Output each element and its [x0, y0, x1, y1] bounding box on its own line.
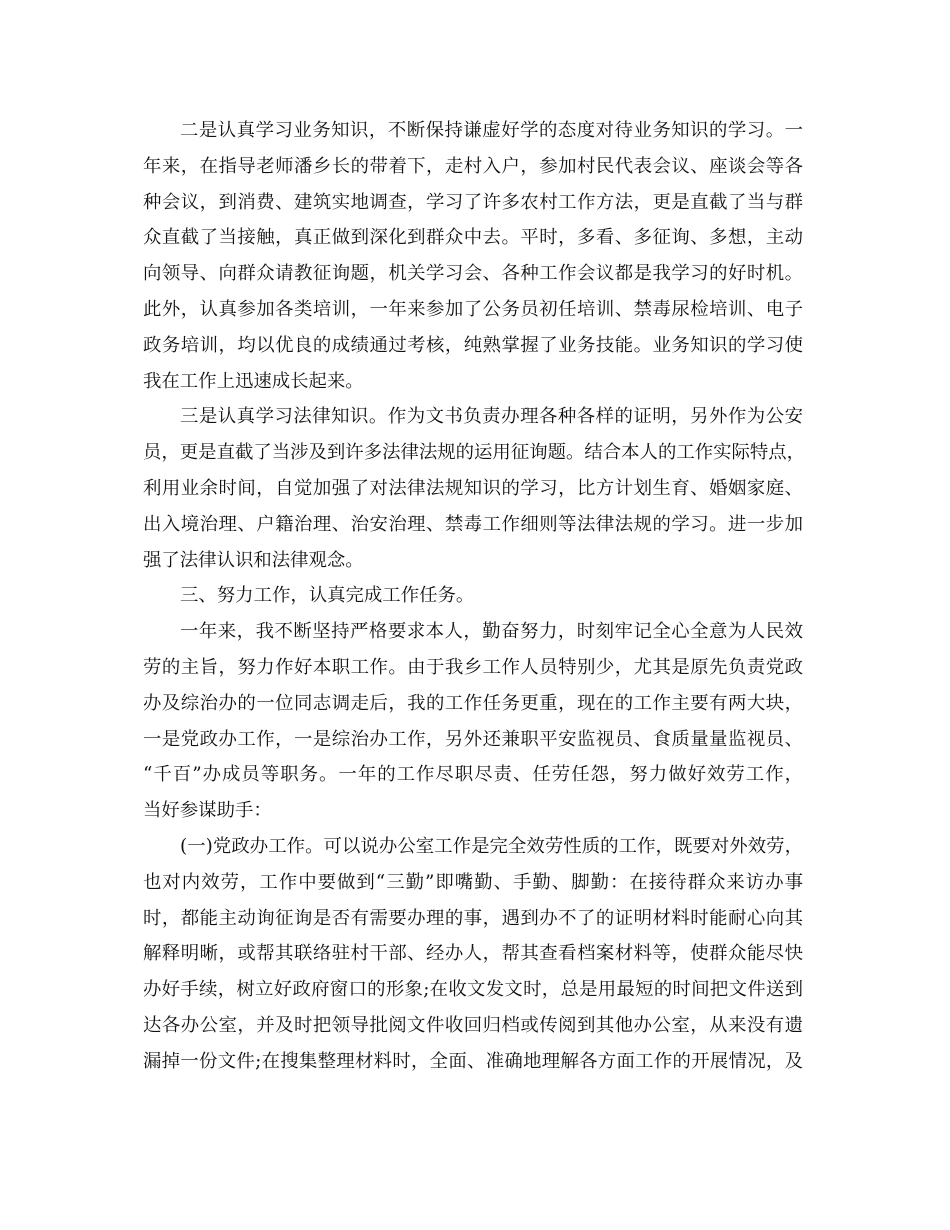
text-line: 时，都能主动询征询是否有需要办理的事，遇到办不了的证明材料时能耐心向其	[143, 907, 803, 929]
text-line: 我在工作上迅速成长起来。	[143, 370, 364, 392]
text-line: 当好参谋助手：	[143, 800, 272, 822]
section-heading-work	[143, 578, 803, 614]
text-line: 年来，在指导老师潘乡长的带着下，走村入户，参加村民代表会议、座谈会等各	[143, 155, 803, 177]
text-line: (一)党政办工作。可以说办公室工作是完全效劳性质的工作，既要对外效劳，	[180, 835, 803, 857]
text-line: 种会议，到消费、建筑实地调查，学习了许多农村工作方法，更是直截了当与群	[143, 191, 803, 213]
text-line: 利用业余时间，自觉加强了对法律法规知识的学习，比方计划生育、婚姻家庭、	[143, 477, 803, 499]
section-heading-text: 三、努力工作，认真完成工作任务。	[180, 585, 475, 607]
text-line: 众直截了当接触，真正做到深化到群众中去。平时，多看、多征询、多想，主动	[143, 227, 803, 249]
text-line: 强了法律认识和法律观念。	[143, 549, 364, 571]
paragraph-work-overview	[143, 614, 803, 829]
text-line: “千百”办成员等职务。一年的工作尽职尽责、任劳任怨，努力做好效劳工作，	[143, 764, 803, 786]
paragraph-business-knowledge	[143, 113, 803, 399]
text-line: 解释明晰，或帮其联络驻村干部、经办人，帮其查看档案材料等，使群众能尽快	[143, 943, 803, 965]
text-line: 三是认真学习法律知识。作为文书负责办理各种各样的证明，另外作为公安	[180, 406, 803, 428]
document-body	[143, 113, 806, 1080]
text-line: 办及综治办的一位同志调走后，我的工作任务更重，现在的工作主要有两大块，	[143, 692, 803, 714]
paragraph-party-office-work	[143, 829, 803, 1080]
text-line: 出入境治理、户籍治理、治安治理、禁毒工作细则等法律法规的学习。进一步加	[143, 513, 803, 535]
text-line: 达各办公室，并及时把领导批阅文件收回归档或传阅到其他办公室，从来没有遗	[143, 1014, 803, 1036]
text-line: 也对内效劳，工作中要做到“三勤”即嘴勤、手勤、脚勤：在接待群众来访办事	[143, 871, 803, 893]
text-line: 办好手续，树立好政府窗口的形象;在收文发文时，总是用最短的时间把文件送到	[143, 979, 803, 1001]
text-line: 员，更是直截了当涉及到许多法律法规的运用征询题。结合本人的工作实际特点，	[143, 442, 806, 464]
text-line: 劳的主旨，努力作好本职工作。由于我乡工作人员特别少，尤其是原先负责党政	[143, 656, 803, 678]
text-line: 向领导、向群众请教征询题，机关学习会、各种工作会议都是我学习的好时机。	[143, 263, 803, 285]
paragraph-legal-knowledge	[143, 399, 806, 578]
text-line: 一是党政办工作，一是综治办工作，另外还兼职平安监视员、食质量量监视员、	[143, 728, 803, 750]
text-line: 一年来，我不断坚持严格要求本人，勤奋努力，时刻牢记全心全意为人民效	[180, 621, 803, 643]
text-line: 二是认真学习业务知识，不断保持谦虚好学的态度对待业务知识的学习。一	[180, 120, 803, 141]
text-line: 此外，认真参加各类培训，一年来参加了公务员初任培训、禁毒尿检培训、电子	[143, 298, 803, 320]
text-line: 漏掉一份文件;在搜集整理材料时，全面、准确地理解各方面工作的开展情况，及	[143, 1050, 803, 1072]
text-line: 政务培训，均以优良的成绩通过考核，纯熟掌握了业务技能。业务知识的学习使	[143, 334, 803, 356]
